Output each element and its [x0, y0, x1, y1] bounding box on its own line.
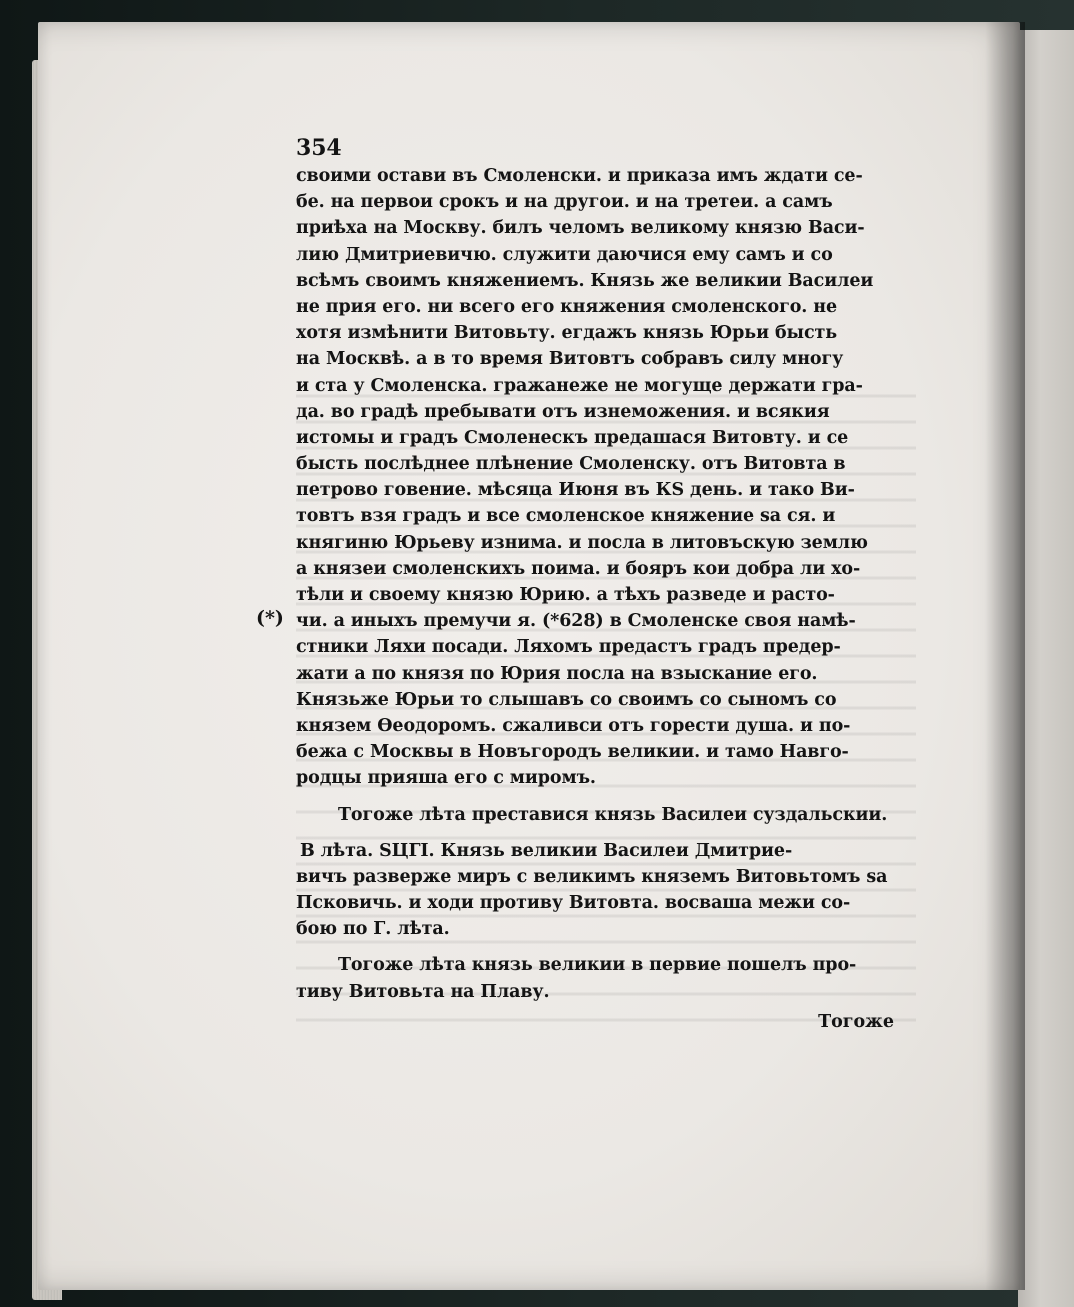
- text-line: и ста у Смоленска. гражанеже не могуще держати гра-: [296, 375, 863, 396]
- text-line: всѣмъ своимъ княжениемъ. Князь же великии Василеи: [296, 270, 874, 291]
- text-line: Псковичь. и ходи противу Витовта. восваша межи со-: [296, 893, 851, 914]
- text-line: а князеи смоленскихъ поима. и бояръ кои добра ли хо-: [296, 558, 861, 579]
- facing-page-edge: [1018, 30, 1074, 1307]
- text-line: тиву Витовьта на Плаву.: [296, 981, 550, 1002]
- text-line: В лѣта. ЅЦГІ. Князь великии Василеи Дмитрие-: [300, 840, 793, 861]
- text-line: бежа с Москвы в Новъгородъ великии. и тамо Навго-: [296, 742, 849, 763]
- catchword: Тогоже: [818, 1012, 894, 1032]
- text-line: товтъ взя градъ и все смоленское княжение ѕа ся. и: [296, 506, 836, 527]
- text-line: князем Ѳеодоромъ. сжаливси отъ горести душа. и по-: [296, 715, 851, 736]
- text-line: Тогоже лѣта князь великии в первие пошелъ про-: [338, 955, 857, 976]
- text-line: жати а по князя по Юрия посла на взыскание его.: [296, 663, 818, 684]
- text-line: не прия его. ни всего его княжения смоленского. не: [296, 296, 838, 317]
- text-line: тѣли и своему князю Юрию. а тѣхъ разведе и расто-: [296, 585, 835, 605]
- page-number: 354: [296, 135, 342, 161]
- text-line: лию Дмитриевичю. служити даючися ему самъ и со: [296, 244, 833, 265]
- text-line: стники Ляхи посади. Ляхомъ предастъ градъ предер-: [296, 637, 841, 658]
- text-line: вичъ разверже миръ с великимъ княземъ Витовьтомъ ѕа: [296, 866, 888, 887]
- paragraph-2: [296, 802, 906, 828]
- text-line: петрово говение. мѣсяца Июня въ КЅ день. и тако Ви-: [296, 480, 855, 501]
- text-line: хотя измѣнити Витовьту. егдажъ князь Юрьи бысть: [296, 323, 838, 344]
- paragraph-1: [296, 163, 906, 792]
- text-line: бысть послѣднее плѣнение Смоленску. отъ Витовта в: [296, 454, 846, 475]
- text-line: бою по Г. лѣта.: [296, 919, 450, 940]
- paragraph-3: [296, 838, 906, 943]
- text-line: своими остави въ Смоленски. и приказа имъ ждати се-: [296, 166, 863, 186]
- gutter-shadow: [985, 22, 1025, 1290]
- page-text: [296, 133, 906, 1005]
- margin-footnote-mark: (*): [256, 607, 284, 629]
- text-line: да. во градѣ пребывати отъ изнеможения. и всякия: [296, 401, 830, 422]
- text-line: приѣха на Москву. билъ челомъ великому князю Васи-: [296, 218, 865, 239]
- text-line: Князьже Юрьи то слышавъ со своимъ со сыномъ со: [296, 689, 837, 710]
- text-line: истомы и градъ Смоленескъ предашася Витовту. и се: [296, 427, 849, 448]
- text-line: на Москвѣ. а в то время Витовтъ собравъ силу многу: [296, 349, 844, 370]
- text-line: княгиню Юрьеву изнима. и посла в литовъскую землю: [296, 532, 868, 553]
- text-line: бе. на первои срокъ и на другои. и на третеи. а самъ: [296, 192, 833, 213]
- paragraph-4: [296, 952, 906, 1004]
- text-line: Тогоже лѣта преставися князь Василеи суздальскии.: [338, 804, 888, 825]
- text-line: чи. а иныхъ премучи я. (*628) в Смоленске своя намѣ-: [296, 611, 856, 632]
- text-line: родцы прияша его с миромъ.: [296, 768, 596, 789]
